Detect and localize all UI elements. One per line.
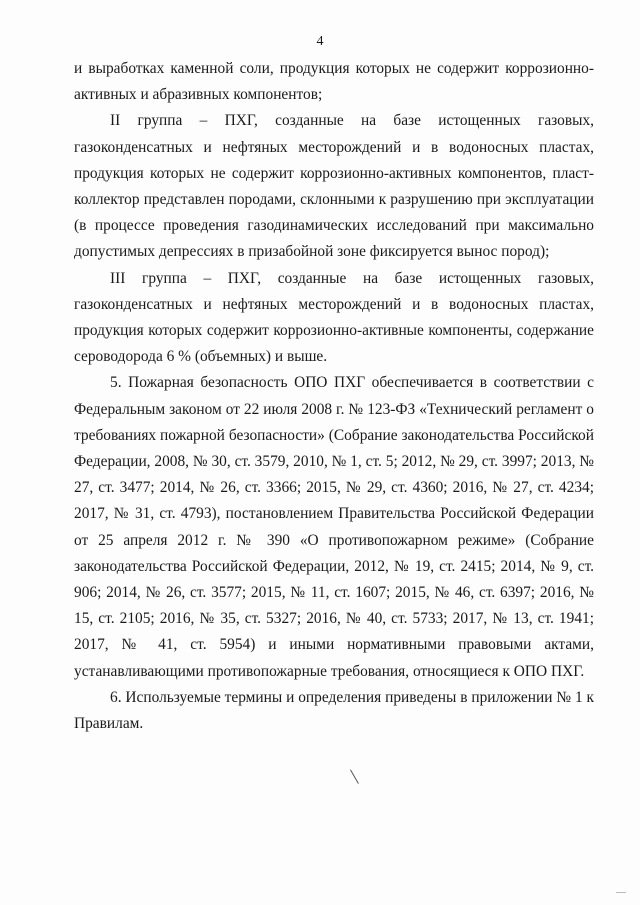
paragraph-group-3: III группа – ПХГ, созданные на базе истощенных газовых, газоконденсатных и нефтяных месторождений и в водоносных пластах, продукция которых содержит коррозионно-активные компоненты, содержание сероводорода 6 % (объемных) и выше. [74, 269, 594, 366]
page-number: 4 [316, 34, 324, 49]
paragraph-group-2: II группа – ПХГ, созданные на базе истощенных газовых, газоконденсатных и нефтяных месторождений и в водоносных пластах, продукция которых не содержит коррозионно-активных компонентов, пласт-коллектор представлен породами, склонными к разрушению при эксплуатации (в процессе проведения газодинамических исследований при максимально допустимых депрессиях в призабойной зоне фиксируется вынос пород); [74, 112, 594, 261]
paragraph-continuation: и выработках каменной соли, продукция которых не содержит коррозионно-активных и абразивных компонентов; [74, 60, 594, 104]
document-body [74, 56, 594, 737]
scan-corner-mark [616, 892, 626, 899]
pen-tick-mark [345, 770, 357, 788]
paragraph-item-5-fire-safety: 5. Пожарная безопасность ОПО ПХГ обеспечивается в соответствии с Федеральным законом от 22 июля 2008 г. № 123-ФЗ «Технический регламент о требованиях пожарной безопасности» (Собрание законодательства Российской Федерации, 2008, № 30, ст. 3579, 2010, № 1, ст. 5; 2012, № 29, ст. 3997; 2013, № 27, ст. 3477; 2014, № 26, ст. 3366; 2015, № 29, ст. 4360; 2016, № 27, ст. 4234; 2017, № 31, ст. 4793), постановлением Правительства Российской Федерации от 25 апреля 2012 г. № 390 «О противопожарном режиме» (Собрание законодательства Российской Федерации, 2012, № 19, ст. 2415; 2014, № 9, ст. 906; 2014, № 26, ст. 3577; 2015, № 11, ст. 1607; 2015, № 46, ст. 6397; 2016, № 15, ст. 2105; 2016, № 35, ст. 5327; 2016, № 40, ст. 5733; 2017, № 13, ст. 1941; 2017, № 41, ст. 5954) и иными нормативными правовыми актами, устанавливающими противопожарные требования, относящиеся к ОПО ПХГ. [74, 374, 594, 680]
paragraph-item-6-terms: 6. Используемые термины и определения приведены в приложении № 1 к Правилам. [74, 688, 594, 733]
